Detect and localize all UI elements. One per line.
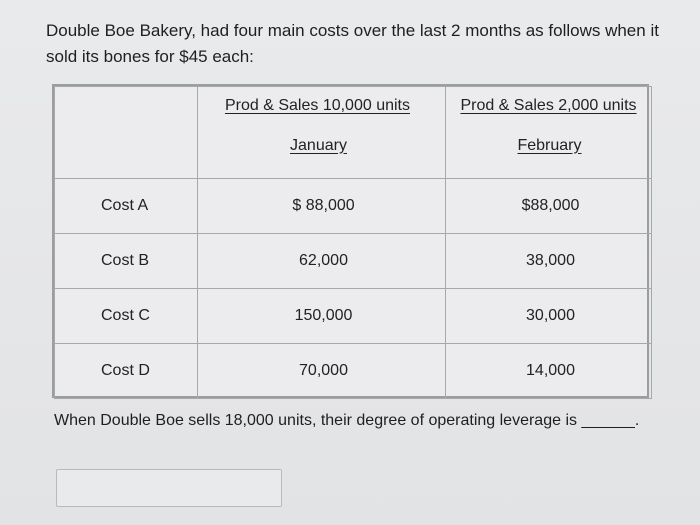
table-header-row (55, 87, 652, 179)
row-label-cost-a: Cost A (55, 179, 198, 234)
cost-b-february: 38,000 (446, 234, 652, 289)
cost-b-january: 62,000 (198, 234, 446, 289)
problem-intro: Double Boe Bakery, had four main costs over the last 2 months as follows when it sold its bones for $45 each: (46, 21, 659, 66)
cost-c-january: 150,000 (198, 289, 446, 344)
table-row (55, 234, 652, 289)
cost-a-february: $88,000 (446, 179, 652, 234)
header-january-month: January (290, 136, 347, 154)
header-february-volume: Prod & Sales 2,000 units (460, 96, 637, 114)
header-january-volume: Prod & Sales 10,000 units (224, 96, 410, 114)
cost-a-january: $ 88,000 (198, 179, 446, 234)
question-text: When Double Boe sells 18,000 units, their degree of operating leverage is ______. (54, 412, 640, 429)
table-row (55, 344, 652, 399)
header-january (198, 87, 446, 179)
cost-table (52, 84, 649, 398)
header-empty-cell (55, 87, 198, 179)
cost-c-february: 30,000 (446, 289, 652, 344)
table-row (55, 179, 652, 234)
table-row (55, 289, 652, 344)
cost-d-january: 70,000 (198, 344, 446, 399)
header-february (446, 87, 652, 179)
header-february-month: February (517, 136, 582, 154)
row-label-cost-c: Cost C (55, 289, 198, 344)
cost-d-february: 14,000 (446, 344, 652, 399)
row-label-cost-b: Cost B (55, 234, 198, 289)
row-label-cost-d: Cost D (55, 344, 198, 399)
answer-input[interactable] (56, 469, 282, 507)
cost-table-grid (54, 86, 652, 399)
